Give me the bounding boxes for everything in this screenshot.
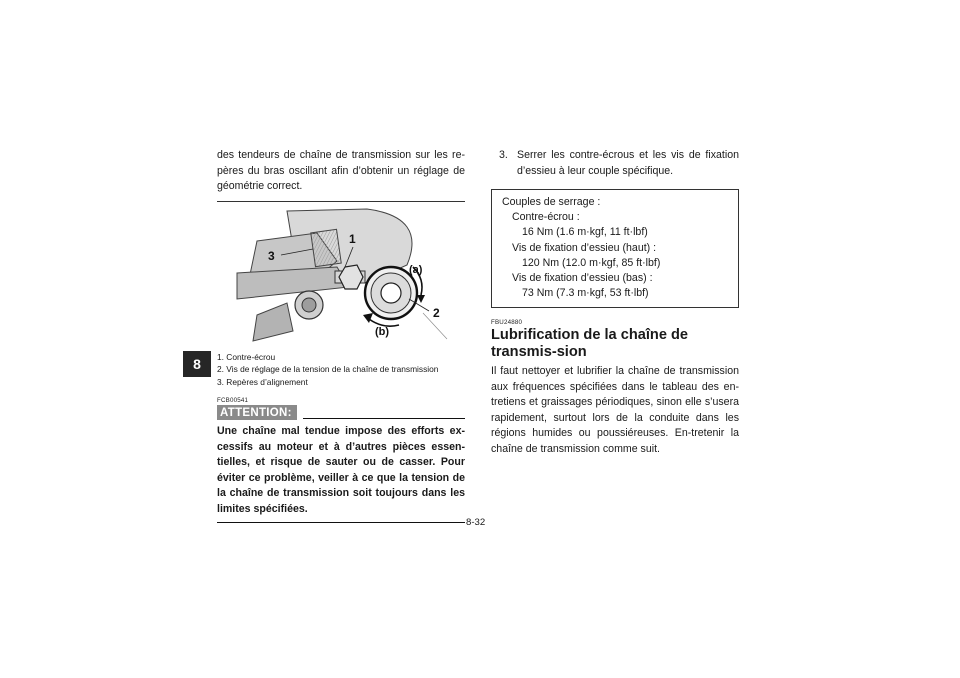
left-column — [217, 148, 465, 523]
right-column — [491, 148, 739, 457]
attention-header — [217, 405, 465, 420]
section-title: Lubrification de la chaîne de transmis-sion — [491, 327, 689, 361]
step-text: Serrer les contre-écrous et les vis de fixation d’essieu à leur couple spécifique. — [517, 149, 739, 177]
caption-item: 1. Contre-écrou — [217, 351, 276, 362]
illustration-drawing — [217, 203, 465, 343]
caption-item: 2. Vis de réglage de la tension de la chaîne de transmission — [217, 364, 439, 374]
torque-label: Contre-écrou : — [512, 211, 580, 224]
intro-paragraph: des tendeurs de chaîne de transmission sur les re-pères du bras oscillant afin d’obtenir un réglage de géométrie correct. — [217, 149, 465, 192]
torque-label: Vis de fixation d’essieu (bas) : — [512, 272, 653, 285]
attention-end-rule — [217, 522, 465, 523]
section-paragraph: Il faut nettoyer et lubrifier la chaîne de transmission aux fréquences spécifiées dans le tableau des en-tretiens et graissages périodiques, sinon elle s’usera rapidement, surtout lors de la conduite dans les régions humides ou poussiéreuses. En-tretenir la chaîne de transmission comme suit. — [491, 365, 739, 455]
attention-code: FCB00541 — [217, 397, 249, 404]
figure-top-rule — [217, 201, 465, 202]
torque-title: Couples de serrage : — [502, 196, 601, 208]
chain-adjuster-illustration — [217, 203, 465, 343]
caption-item: 3. Repères d’alignement — [217, 376, 308, 387]
torque-spec-box — [491, 189, 739, 308]
figure-captions — [217, 351, 465, 389]
torque-label: Vis de fixation d’essieu (haut) : — [512, 241, 657, 254]
torque-value: 73 Nm (7.3 m·kgf, 53 ft·lbf) — [522, 287, 649, 300]
callout-b: (b) — [375, 325, 390, 338]
callout-2: 2 — [433, 305, 440, 320]
callout-1: 1 — [349, 231, 356, 246]
chapter-tab: 8 — [183, 351, 211, 377]
torque-value: 16 Nm (1.6 m·kgf, 11 ft·lbf) — [522, 226, 648, 239]
step-number: 3. — [499, 149, 508, 161]
callout-a: (a) — [409, 263, 423, 276]
step-3 — [491, 148, 739, 179]
page-number: 8-32 — [466, 517, 486, 528]
attention-rule — [303, 418, 465, 419]
attention-text: Une chaîne mal tendue impose des efforts ex-cessifs au moteur et à d’autres pièces essen-tielles, et risque de sauter ou de casser. Pour éviter ce problème, veiller à ce que la tension de la chaîne de transmission soit toujours dans les limites spécifiées. — [217, 425, 465, 515]
section-code: FBU24880 — [491, 319, 523, 327]
callout-3: 3 — [268, 248, 275, 263]
torque-value: 120 Nm (12.0 m·kgf, 85 ft·lbf) — [522, 256, 661, 269]
attention-badge: ATTENTION: — [217, 405, 297, 420]
